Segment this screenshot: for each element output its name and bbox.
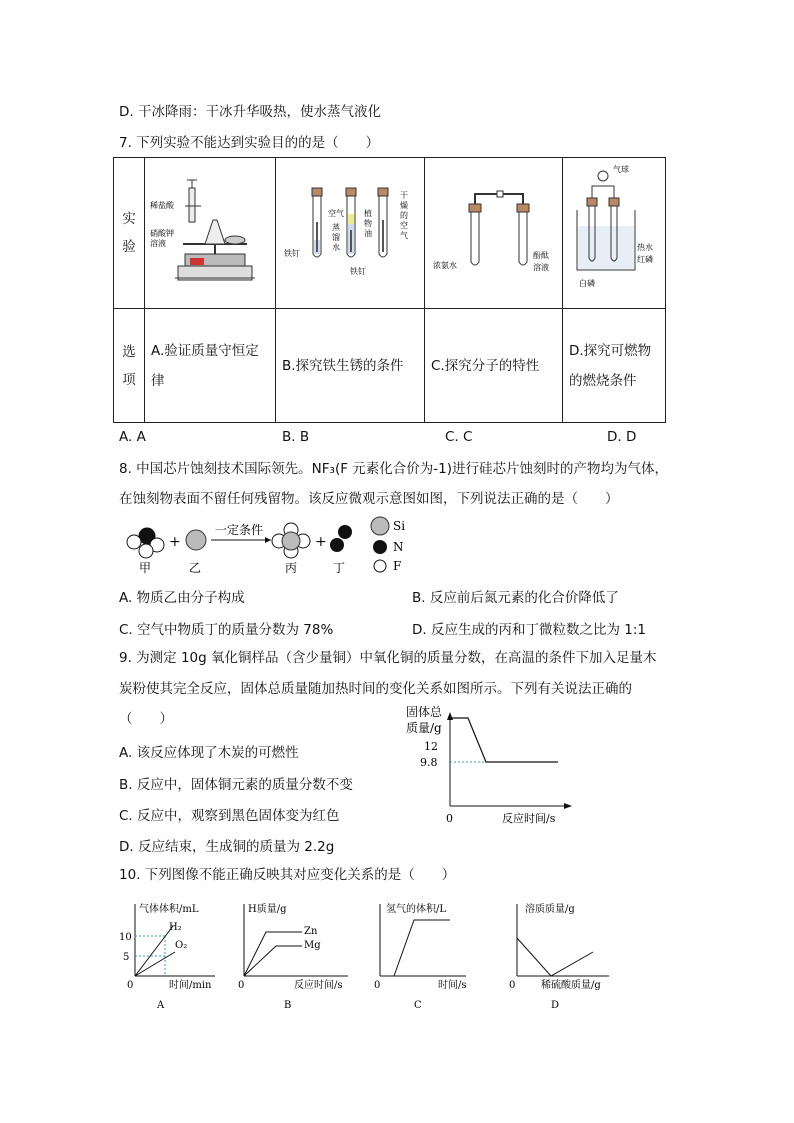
q9-series-line — [450, 718, 558, 762]
q8-option-d[interactable]: D. 反应生成的丙和丁微粒数之比为 1:1 — [412, 622, 646, 638]
row-label-experiment: 实 验 — [114, 158, 145, 309]
svg-text:丙: 丙 — [285, 561, 298, 575]
svg-text:空气: 空气 — [328, 209, 344, 218]
svg-text:气体体积/mL: 气体体积/mL — [139, 904, 199, 915]
svg-text:一定条件: 一定条件 — [215, 523, 264, 537]
q8-stem-line2: 在蚀刻物表面不留任何残留物。该反应微观示意图如图，下列说法正确的是（ ） — [119, 491, 619, 507]
q6-option-d: D. 干冰降雨：干冰升华吸热，使水蒸气液化 — [119, 104, 381, 120]
svg-text:溶液: 溶液 — [150, 239, 166, 248]
balance-figure — [145, 158, 275, 304]
svg-text:N: N — [393, 540, 404, 554]
q9-ytick-12: 12 — [424, 740, 438, 753]
svg-text:反应时间/s: 反应时间/s — [294, 980, 343, 991]
svg-text:H质量/g: H质量/g — [248, 904, 287, 915]
svg-text:溶液: 溶液 — [533, 263, 549, 272]
svg-text:油: 油 — [364, 229, 372, 238]
svg-text:的: 的 — [400, 211, 408, 220]
q9-option-d[interactable]: D. 反应结束，生成铜的质量为 2.2g — [119, 839, 335, 855]
svg-text:酚酞: 酚酞 — [533, 251, 549, 260]
svg-text:A: A — [157, 1000, 165, 1011]
svg-text:时间/min: 时间/min — [169, 980, 212, 991]
svg-text:红磷: 红磷 — [637, 255, 653, 264]
q9-ytick-9.8: 9.8 — [420, 756, 438, 769]
svg-text:空: 空 — [400, 221, 408, 230]
q10-graph-b — [232, 896, 362, 1014]
svg-text:C: C — [414, 1000, 422, 1011]
figure-b-cell — [276, 158, 425, 309]
svg-text:蒸: 蒸 — [332, 223, 340, 232]
q8-reaction-diagram — [119, 514, 419, 576]
svg-text:0: 0 — [238, 980, 245, 991]
q7-option-c[interactable]: C. C — [445, 429, 473, 445]
svg-text:铁钉: 铁钉 — [284, 249, 300, 258]
q7-cell-b: B.探究铁生锈的条件 — [276, 309, 425, 423]
svg-text:铁钉: 铁钉 — [350, 267, 366, 276]
svg-text:物: 物 — [364, 219, 372, 228]
q9-stem-line2: 炭粉使其完全反应，固体总质量随加热时间的变化关系如图所示。下列有关说法正确的 — [119, 681, 632, 697]
q9-origin: 0 — [446, 812, 453, 825]
svg-text:植: 植 — [364, 209, 372, 218]
svg-text:乙: 乙 — [189, 561, 202, 575]
q7-option-b[interactable]: B. B — [282, 429, 310, 445]
q9-option-a[interactable]: A. 该反应体现了木炭的可燃性 — [119, 745, 299, 761]
q7-cell-a: A.验证质量守恒定 律 — [145, 309, 276, 423]
svg-text:Mg: Mg — [304, 940, 321, 951]
svg-text:稀盐酸: 稀盐酸 — [150, 201, 174, 210]
svg-text:热水: 热水 — [637, 243, 653, 252]
q7-table — [113, 157, 666, 423]
q10-graph-c — [370, 896, 480, 1014]
q7-option-a[interactable]: A. A — [119, 429, 146, 445]
q9-ylabel-1: 固体总 — [406, 705, 443, 719]
svg-text:0: 0 — [374, 980, 381, 991]
q8-stem-line1: 8. 中国芯片蚀刻技术国际领先。NF₃(F 元素化合价为-1)进行硅芯片蚀刻时的产物均为气体， — [119, 461, 668, 477]
rust-figure — [276, 158, 424, 304]
q7-option-d[interactable]: D. D — [607, 429, 637, 445]
figure-c-cell — [425, 158, 563, 309]
svg-text:+: + — [169, 534, 181, 550]
q8-option-a[interactable]: A. 物质乙由分子构成 — [119, 590, 245, 606]
svg-text:B: B — [284, 1000, 292, 1011]
svg-text:+: + — [315, 534, 327, 550]
svg-text:溶质质量/g: 溶质质量/g — [525, 904, 575, 915]
svg-text:丁: 丁 — [333, 561, 346, 575]
svg-text:气球: 气球 — [613, 165, 629, 174]
q9-stem-line3: （ ） — [119, 711, 173, 727]
svg-text:H₂: H₂ — [169, 922, 182, 933]
q9-stem-line1: 9. 为测定 10g 氧化铜样品（含少量铜）中氧化铜的质量分数，在高温的条件下加入足量木 — [119, 650, 657, 666]
q9-option-c[interactable]: C. 反应中，观察到黑色固体变为红色 — [119, 808, 340, 824]
svg-text:0: 0 — [127, 980, 134, 991]
row-label-option: 选 项 — [114, 309, 145, 423]
svg-text:Si: Si — [393, 519, 406, 533]
svg-text:10: 10 — [119, 932, 132, 943]
svg-text:氢气的体积/L: 氢气的体积/L — [386, 904, 447, 915]
svg-text:时间/s: 时间/s — [438, 980, 467, 991]
svg-text:硝酸钾: 硝酸钾 — [150, 229, 174, 238]
svg-text:水: 水 — [332, 243, 340, 252]
diffusion-figure — [425, 158, 562, 304]
svg-text:白磷: 白磷 — [579, 279, 595, 288]
figure-a-cell — [145, 158, 276, 309]
q8-option-b[interactable]: B. 反应前后氮元素的化合价降低了 — [412, 590, 619, 606]
svg-text:气: 气 — [400, 231, 408, 240]
svg-text:甲: 甲 — [139, 561, 152, 575]
q9-option-b[interactable]: B. 反应中，固体铜元素的质量分数不变 — [119, 777, 353, 793]
q9-xlabel: 反应时间/s — [502, 812, 556, 825]
svg-text:5: 5 — [123, 952, 130, 963]
svg-text:馏: 馏 — [332, 233, 340, 242]
q7-cell-d: D.探究可燃物 的燃烧条件 — [563, 309, 666, 423]
svg-text:O₂: O₂ — [175, 940, 188, 951]
q10-graph-a — [115, 896, 225, 1014]
svg-text:0: 0 — [509, 980, 516, 991]
svg-text:Zn: Zn — [304, 926, 318, 937]
q8-option-c[interactable]: C. 空气中物质丁的质量分数为 78% — [119, 622, 334, 638]
q10-stem: 10. 下列图像不能正确反映其对应变化关系的是（ ） — [119, 867, 456, 883]
combustion-figure — [563, 158, 665, 304]
q9-mass-graph — [398, 702, 578, 826]
svg-text:浓氨水: 浓氨水 — [433, 261, 457, 270]
q10-graph-d — [505, 896, 625, 1014]
q7-stem: 7. 下列实验不能达到实验目的的是（ ） — [119, 135, 380, 151]
svg-text:干: 干 — [400, 191, 408, 200]
svg-text:D: D — [551, 1000, 560, 1011]
svg-text:F: F — [393, 559, 402, 573]
svg-text:燥: 燥 — [400, 201, 408, 210]
figure-d-cell — [563, 158, 666, 309]
q7-cell-c: C.探究分子的特性 — [425, 309, 563, 423]
q9-ylabel-2: 质量/g — [406, 721, 442, 735]
svg-text:稀硫酸质量/g: 稀硫酸质量/g — [541, 980, 601, 991]
